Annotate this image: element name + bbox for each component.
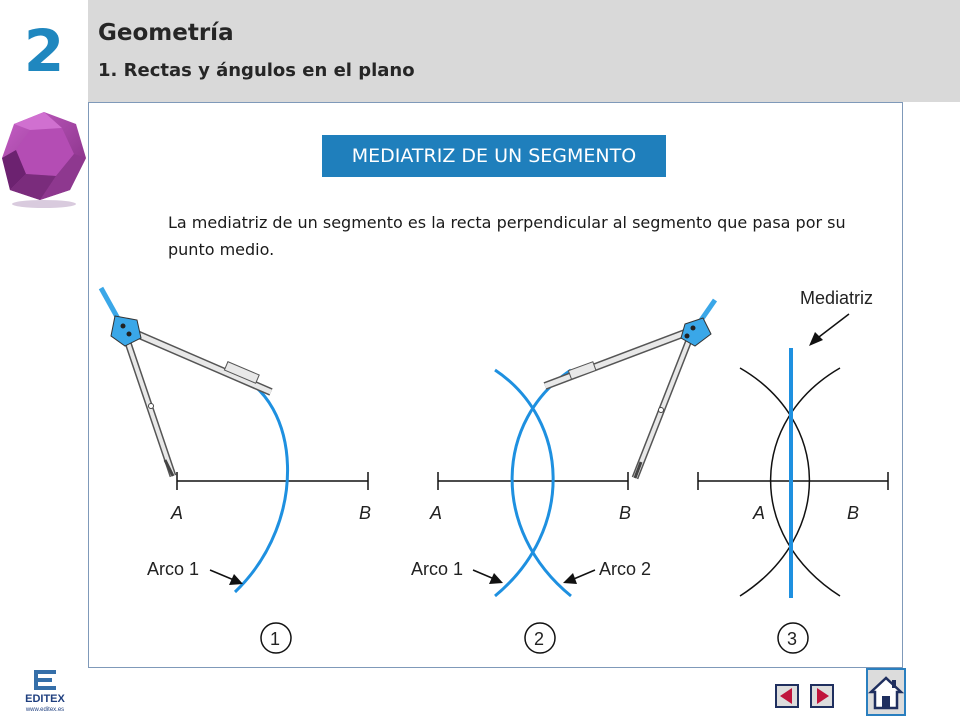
step2-diagram bbox=[411, 300, 715, 653]
logo-text: EDITEX bbox=[25, 693, 65, 705]
step1-label-b: B bbox=[359, 503, 372, 523]
dodecahedron-icon bbox=[0, 108, 88, 214]
home-button[interactable] bbox=[866, 668, 906, 716]
logo-url: www.editex.es bbox=[25, 707, 65, 713]
step3-number: 3 bbox=[787, 629, 798, 649]
arrow-left-icon bbox=[777, 686, 797, 706]
step1-diagram bbox=[101, 288, 371, 653]
prev-button[interactable] bbox=[775, 684, 799, 708]
step2-label-a: A bbox=[430, 503, 443, 523]
step3-label-b: B bbox=[847, 503, 860, 523]
step2-label-b: B bbox=[619, 503, 632, 523]
step2-number: 2 bbox=[534, 629, 545, 649]
header-band bbox=[88, 0, 960, 102]
section-heading: MEDIATRIZ DE UN SEGMENTO bbox=[322, 135, 666, 177]
step1-label-a: A bbox=[171, 503, 184, 523]
next-button[interactable] bbox=[810, 684, 834, 708]
home-icon bbox=[868, 670, 904, 714]
chapter-number: 2 bbox=[0, 0, 88, 102]
editex-logo bbox=[12, 668, 78, 714]
step2-arc2-label: Arco 2 bbox=[599, 559, 652, 579]
arrow-right-icon bbox=[812, 686, 832, 706]
step1-arc-label: Arco 1 bbox=[147, 559, 200, 579]
compass-icon bbox=[545, 300, 715, 478]
definition-text: La mediatriz de un segmento es la recta perpendicular al segmento que pasa por su punto medio. bbox=[168, 213, 846, 259]
page-subtitle: 1. Rectas y ángulos en el plano bbox=[98, 60, 415, 81]
compass-icon bbox=[101, 288, 271, 476]
step1-number: 1 bbox=[270, 629, 281, 649]
step3-label-a: A bbox=[753, 503, 766, 523]
page-title: Geometría bbox=[98, 20, 234, 46]
step3-mediatriz-label: Mediatriz bbox=[800, 288, 874, 308]
step3-diagram bbox=[698, 288, 888, 653]
construction-figure bbox=[95, 280, 895, 660]
step2-arc1-label: Arco 1 bbox=[411, 559, 464, 579]
